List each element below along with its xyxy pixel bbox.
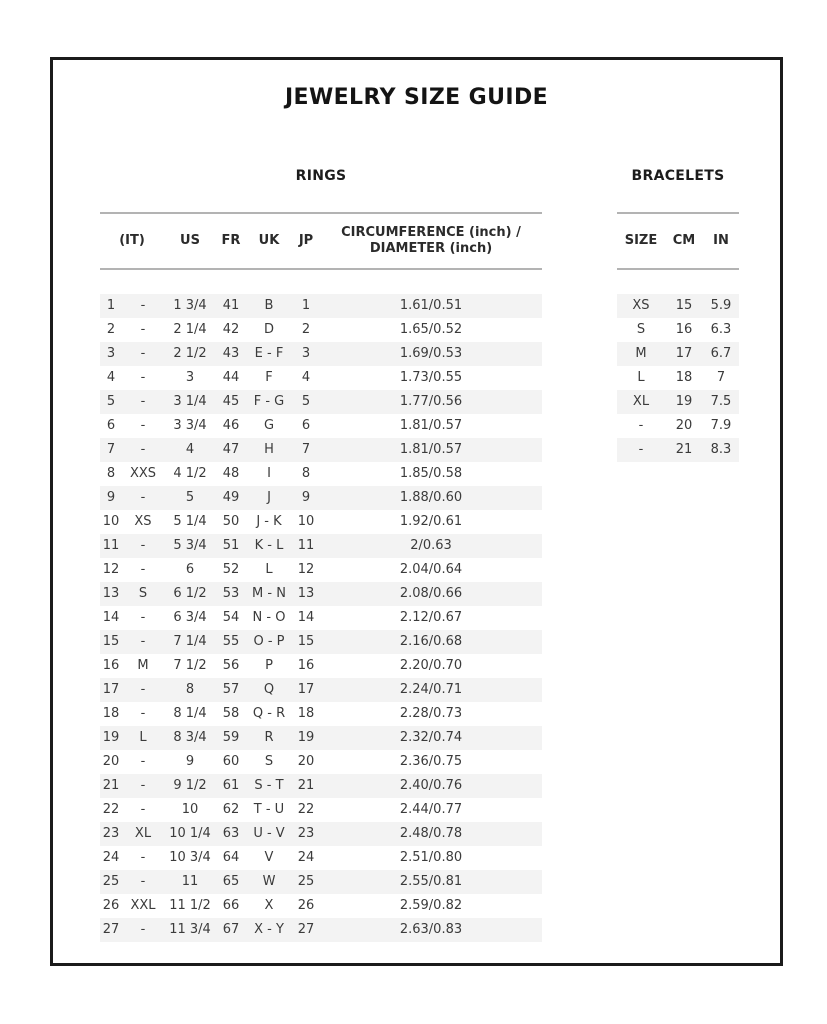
ring-cell-circumference: 1.69/0.53 [399, 346, 463, 361]
ring-cell-uk: S - T [254, 778, 284, 793]
ring-cell-it-number: 24 [102, 850, 120, 865]
ring-cell-us: 8 [185, 682, 195, 697]
ring-cell-uk: I [267, 466, 271, 481]
ring-cell-fr: 63 [222, 826, 240, 841]
ring-cell-circumference: 2.20/0.70 [399, 658, 463, 673]
ring-cell-jp: 5 [301, 394, 311, 409]
ring-size-row [100, 750, 542, 774]
ring-cell-it-number: 16 [102, 658, 120, 673]
ring-cell-jp: 9 [301, 490, 311, 505]
ring-cell-it-number: 8 [106, 466, 116, 481]
ring-cell-jp: 22 [297, 802, 315, 817]
ring-cell-circumference: 1.92/0.61 [399, 514, 463, 529]
ring-size-row [100, 774, 542, 798]
bracelet-cell-cm: 21 [675, 442, 693, 457]
ring-cell-it-letter: XXS [129, 466, 157, 481]
ring-cell-uk: T - U [253, 802, 285, 817]
ring-cell-it-number: 11 [102, 538, 120, 553]
ring-cell-it-number: 25 [102, 874, 120, 889]
ring-cell-uk: W [262, 874, 276, 889]
ring-cell-it-number: 12 [102, 562, 120, 577]
bracelet-cell-cm: 17 [675, 346, 693, 361]
rings-col-header-fr: FR [221, 233, 241, 248]
ring-cell-uk: U - V [253, 826, 285, 841]
ring-cell-it-number: 23 [102, 826, 120, 841]
ring-size-row [100, 606, 542, 630]
ring-cell-fr: 46 [222, 418, 240, 433]
bracelet-size-row [617, 342, 739, 366]
ring-cell-circumference: 2.16/0.68 [399, 634, 463, 649]
ring-cell-us: 5 [185, 490, 195, 505]
ring-cell-circumference: 1.81/0.57 [399, 418, 463, 433]
ring-size-row [100, 414, 542, 438]
bracelet-size-row [617, 390, 739, 414]
ring-cell-it-letter: - [140, 538, 146, 553]
ring-cell-circumference: 2.44/0.77 [399, 802, 463, 817]
ring-cell-uk: O - P [253, 634, 285, 649]
ring-cell-it-letter: - [140, 394, 146, 409]
ring-cell-circumference: 1.77/0.56 [399, 394, 463, 409]
ring-cell-fr: 55 [222, 634, 240, 649]
ring-cell-it-letter: - [140, 346, 146, 361]
ring-size-row [100, 438, 542, 462]
ring-cell-us: 10 [181, 802, 199, 817]
bracelet-cell-in: 7.5 [710, 394, 732, 409]
ring-cell-circumference: 1.73/0.55 [399, 370, 463, 385]
bracelet-cell-in: 7 [716, 370, 726, 385]
bracelet-cell-size: XS [632, 298, 650, 313]
ring-cell-it-number: 20 [102, 754, 120, 769]
rings-col-header-jp: JP [298, 233, 314, 248]
ring-cell-it-letter: - [140, 754, 146, 769]
ring-size-row [100, 654, 542, 678]
bracelet-cell-in: 8.3 [710, 442, 732, 457]
ring-cell-us: 4 1/2 [173, 466, 207, 481]
ring-size-row [100, 678, 542, 702]
bracelet-cell-size: XL [632, 394, 650, 409]
ring-cell-circumference: 2.24/0.71 [399, 682, 463, 697]
ring-size-row [100, 630, 542, 654]
rings-col-header-circumference [320, 225, 542, 257]
ring-cell-circumference: 2.32/0.74 [399, 730, 463, 745]
ring-cell-fr: 44 [222, 370, 240, 385]
ring-cell-uk: J - K [256, 514, 282, 529]
ring-cell-us: 5 3/4 [173, 538, 207, 553]
bracelet-size-row [617, 438, 739, 462]
bracelet-cell-size: S [636, 322, 646, 337]
ring-cell-jp: 21 [297, 778, 315, 793]
ring-cell-jp: 26 [297, 898, 315, 913]
ring-size-row [100, 558, 542, 582]
ring-cell-circumference: 2.48/0.78 [399, 826, 463, 841]
ring-size-row [100, 798, 542, 822]
ring-cell-fr: 67 [222, 922, 240, 937]
ring-size-row [100, 726, 542, 750]
bracelet-cell-size: M [635, 346, 647, 361]
bracelet-cell-in: 6.3 [710, 322, 732, 337]
ring-cell-circumference: 2.63/0.83 [399, 922, 463, 937]
bracelet-cell-size: L [637, 370, 645, 385]
ring-cell-circumference: 2.51/0.80 [399, 850, 463, 865]
ring-cell-fr: 65 [222, 874, 240, 889]
ring-cell-it-number: 18 [102, 706, 120, 721]
bracelets-table-header [617, 212, 739, 270]
ring-cell-uk: M - N [252, 586, 286, 601]
ring-cell-fr: 60 [222, 754, 240, 769]
ring-cell-it-letter: - [140, 778, 146, 793]
ring-cell-jp: 11 [297, 538, 315, 553]
ring-size-row [100, 534, 542, 558]
ring-cell-circumference: 2.55/0.81 [399, 874, 463, 889]
ring-cell-fr: 54 [222, 610, 240, 625]
ring-cell-us: 6 [185, 562, 195, 577]
ring-cell-uk: B [264, 298, 274, 313]
ring-cell-jp: 10 [297, 514, 315, 529]
ring-cell-us: 9 [185, 754, 195, 769]
ring-cell-fr: 45 [222, 394, 240, 409]
ring-cell-jp: 4 [301, 370, 311, 385]
ring-cell-it-letter: - [140, 298, 146, 313]
circumference-header-line1: CIRCUMFERENCE (inch) / [341, 225, 521, 240]
guide-frame [50, 57, 783, 966]
ring-cell-it-number: 5 [106, 394, 116, 409]
ring-cell-us: 8 3/4 [173, 730, 207, 745]
ring-cell-it-letter: L [139, 730, 147, 745]
ring-cell-uk: J [267, 490, 271, 505]
ring-cell-it-number: 3 [106, 346, 116, 361]
ring-cell-fr: 48 [222, 466, 240, 481]
ring-cell-it-letter: - [140, 370, 146, 385]
ring-cell-fr: 52 [222, 562, 240, 577]
ring-cell-us: 4 [185, 442, 195, 457]
ring-cell-fr: 61 [222, 778, 240, 793]
ring-cell-uk: G [263, 418, 275, 433]
ring-cell-it-letter: XS [134, 514, 152, 529]
ring-cell-it-number: 14 [102, 610, 120, 625]
ring-cell-circumference: 2.59/0.82 [399, 898, 463, 913]
ring-cell-jp: 6 [301, 418, 311, 433]
bracelet-size-row [617, 366, 739, 390]
ring-cell-jp: 8 [301, 466, 311, 481]
ring-size-row [100, 822, 542, 846]
ring-cell-fr: 47 [222, 442, 240, 457]
ring-cell-jp: 19 [297, 730, 315, 745]
bracelets-section [617, 166, 739, 462]
rings-col-header-us: US [180, 233, 200, 248]
rings-col-header-uk: UK [258, 233, 280, 248]
page-title: JEWELRY SIZE GUIDE [284, 85, 549, 110]
ring-cell-circumference: 2.12/0.67 [399, 610, 463, 625]
ring-cell-us: 11 3/4 [169, 922, 211, 937]
ring-size-row [100, 294, 542, 318]
ring-cell-uk: X [264, 898, 274, 913]
ring-cell-it-number: 26 [102, 898, 120, 913]
ring-size-row [100, 390, 542, 414]
rings-table-header [100, 212, 542, 270]
ring-cell-it-number: 21 [102, 778, 120, 793]
bracelets-col-header-in: IN [713, 233, 729, 248]
bracelet-cell-size: - [638, 418, 644, 433]
ring-size-row [100, 702, 542, 726]
bracelet-cell-size: - [638, 442, 644, 457]
ring-cell-fr: 53 [222, 586, 240, 601]
ring-cell-jp: 17 [297, 682, 315, 697]
bracelets-table-body [617, 294, 739, 462]
ring-size-row [100, 870, 542, 894]
rings-col-header-it: (IT) [119, 233, 145, 248]
ring-cell-it-number: 10 [102, 514, 120, 529]
ring-cell-fr: 43 [222, 346, 240, 361]
ring-cell-it-letter: - [140, 442, 146, 457]
ring-cell-us: 3 1/4 [173, 394, 207, 409]
ring-cell-it-letter: M [137, 658, 149, 673]
bracelet-size-row [617, 294, 739, 318]
circumference-header-line2: DIAMETER (inch) [369, 241, 493, 256]
ring-cell-us: 2 1/4 [173, 322, 207, 337]
ring-cell-it-letter: - [140, 850, 146, 865]
ring-cell-circumference: 2.28/0.73 [399, 706, 463, 721]
ring-cell-fr: 59 [222, 730, 240, 745]
ring-cell-circumference: 1.61/0.51 [399, 298, 463, 313]
ring-cell-it-number: 13 [102, 586, 120, 601]
ring-cell-uk: X - Y [254, 922, 284, 937]
ring-cell-it-letter: - [140, 802, 146, 817]
ring-cell-us: 5 1/4 [173, 514, 207, 529]
ring-cell-us: 9 1/2 [173, 778, 207, 793]
ring-cell-jp: 3 [301, 346, 311, 361]
ring-cell-it-number: 4 [106, 370, 116, 385]
ring-cell-it-number: 6 [106, 418, 116, 433]
ring-cell-uk: K - L [254, 538, 284, 553]
ring-cell-fr: 62 [222, 802, 240, 817]
ring-cell-uk: R [264, 730, 274, 745]
ring-cell-uk: V [264, 850, 274, 865]
ring-cell-jp: 20 [297, 754, 315, 769]
bracelet-cell-cm: 20 [675, 418, 693, 433]
ring-cell-us: 10 3/4 [169, 850, 211, 865]
bracelets-section-label: BRACELETS [631, 168, 725, 184]
bracelet-cell-cm: 19 [675, 394, 693, 409]
rings-section-label: RINGS [295, 168, 347, 184]
bracelets-col-header-size: SIZE [624, 233, 658, 248]
ring-cell-circumference: 1.88/0.60 [399, 490, 463, 505]
ring-cell-it-letter: - [140, 874, 146, 889]
rings-section [100, 166, 542, 942]
ring-cell-uk: E - F [254, 346, 284, 361]
ring-cell-us: 10 1/4 [169, 826, 211, 841]
bracelet-cell-cm: 18 [675, 370, 693, 385]
ring-cell-fr: 64 [222, 850, 240, 865]
ring-cell-circumference: 2.04/0.64 [399, 562, 463, 577]
ring-cell-uk: P [265, 658, 273, 673]
ring-size-row [100, 318, 542, 342]
ring-cell-us: 7 1/4 [173, 634, 207, 649]
ring-cell-it-number: 1 [106, 298, 116, 313]
bracelet-cell-cm: 15 [675, 298, 693, 313]
ring-cell-it-letter: - [140, 562, 146, 577]
ring-cell-circumference: 1.85/0.58 [399, 466, 463, 481]
bracelet-size-row [617, 318, 739, 342]
ring-cell-it-letter: - [140, 682, 146, 697]
ring-cell-it-letter: - [140, 322, 146, 337]
bracelet-cell-in: 7.9 [710, 418, 732, 433]
ring-cell-jp: 23 [297, 826, 315, 841]
ring-cell-fr: 56 [222, 658, 240, 673]
ring-cell-it-number: 19 [102, 730, 120, 745]
ring-cell-jp: 15 [297, 634, 315, 649]
ring-cell-circumference: 1.81/0.57 [399, 442, 463, 457]
ring-size-row [100, 462, 542, 486]
ring-cell-it-letter: - [140, 490, 146, 505]
bracelet-cell-in: 6.7 [710, 346, 732, 361]
ring-cell-jp: 16 [297, 658, 315, 673]
ring-cell-it-letter: - [140, 634, 146, 649]
bracelet-cell-cm: 16 [675, 322, 693, 337]
ring-size-row [100, 894, 542, 918]
ring-cell-fr: 42 [222, 322, 240, 337]
ring-cell-us: 3 [185, 370, 195, 385]
ring-cell-jp: 14 [297, 610, 315, 625]
ring-cell-it-letter: XXL [130, 898, 156, 913]
ring-cell-fr: 49 [222, 490, 240, 505]
ring-cell-uk: D [263, 322, 274, 337]
ring-cell-us: 8 1/4 [173, 706, 207, 721]
ring-cell-circumference: 2/0.63 [410, 538, 452, 553]
ring-cell-it-letter: - [140, 706, 146, 721]
rings-table-body [100, 294, 542, 942]
ring-cell-uk: L [265, 562, 273, 577]
ring-cell-us: 7 1/2 [173, 658, 207, 673]
ring-size-row [100, 486, 542, 510]
ring-cell-us: 6 3/4 [173, 610, 207, 625]
ring-cell-it-letter: XL [134, 826, 152, 841]
ring-cell-it-number: 7 [106, 442, 116, 457]
ring-cell-circumference: 2.08/0.66 [399, 586, 463, 601]
ring-cell-jp: 13 [297, 586, 315, 601]
ring-cell-fr: 50 [222, 514, 240, 529]
ring-cell-it-letter: S [138, 586, 148, 601]
bracelet-cell-in: 5.9 [710, 298, 732, 313]
ring-cell-uk: F [265, 370, 273, 385]
ring-cell-us: 2 1/2 [173, 346, 207, 361]
ring-cell-fr: 58 [222, 706, 240, 721]
ring-cell-jp: 7 [301, 442, 311, 457]
ring-cell-it-letter: - [140, 418, 146, 433]
ring-size-row [100, 342, 542, 366]
ring-cell-it-number: 27 [102, 922, 120, 937]
ring-cell-fr: 57 [222, 682, 240, 697]
bracelets-col-header-cm: CM [672, 233, 696, 248]
ring-cell-us: 1 3/4 [173, 298, 207, 313]
ring-cell-fr: 66 [222, 898, 240, 913]
ring-cell-jp: 1 [301, 298, 311, 313]
ring-cell-uk: S [264, 754, 274, 769]
ring-cell-it-number: 2 [106, 322, 116, 337]
ring-cell-us: 3 3/4 [173, 418, 207, 433]
ring-cell-fr: 41 [222, 298, 240, 313]
ring-size-row [100, 918, 542, 942]
ring-cell-it-number: 9 [106, 490, 116, 505]
bracelet-size-row [617, 414, 739, 438]
ring-cell-it-number: 17 [102, 682, 120, 697]
ring-cell-it-number: 22 [102, 802, 120, 817]
ring-cell-uk: H [264, 442, 274, 457]
ring-cell-fr: 51 [222, 538, 240, 553]
ring-cell-uk: N - O [252, 610, 286, 625]
ring-cell-circumference: 1.65/0.52 [399, 322, 463, 337]
ring-size-row [100, 582, 542, 606]
ring-cell-it-letter: - [140, 922, 146, 937]
ring-cell-uk: Q - R [252, 706, 286, 721]
ring-cell-us: 6 1/2 [173, 586, 207, 601]
ring-cell-us: 11 [181, 874, 199, 889]
ring-cell-jp: 27 [297, 922, 315, 937]
ring-cell-circumference: 2.40/0.76 [399, 778, 463, 793]
ring-size-row [100, 510, 542, 534]
ring-cell-uk: F - G [253, 394, 285, 409]
ring-cell-jp: 25 [297, 874, 315, 889]
ring-cell-jp: 2 [301, 322, 311, 337]
ring-cell-circumference: 2.36/0.75 [399, 754, 463, 769]
ring-cell-it-letter: - [140, 610, 146, 625]
ring-size-row [100, 366, 542, 390]
ring-cell-us: 11 1/2 [169, 898, 211, 913]
ring-cell-uk: Q [263, 682, 275, 697]
ring-size-row [100, 846, 542, 870]
ring-cell-jp: 18 [297, 706, 315, 721]
ring-cell-jp: 24 [297, 850, 315, 865]
ring-cell-jp: 12 [297, 562, 315, 577]
ring-cell-it-number: 15 [102, 634, 120, 649]
